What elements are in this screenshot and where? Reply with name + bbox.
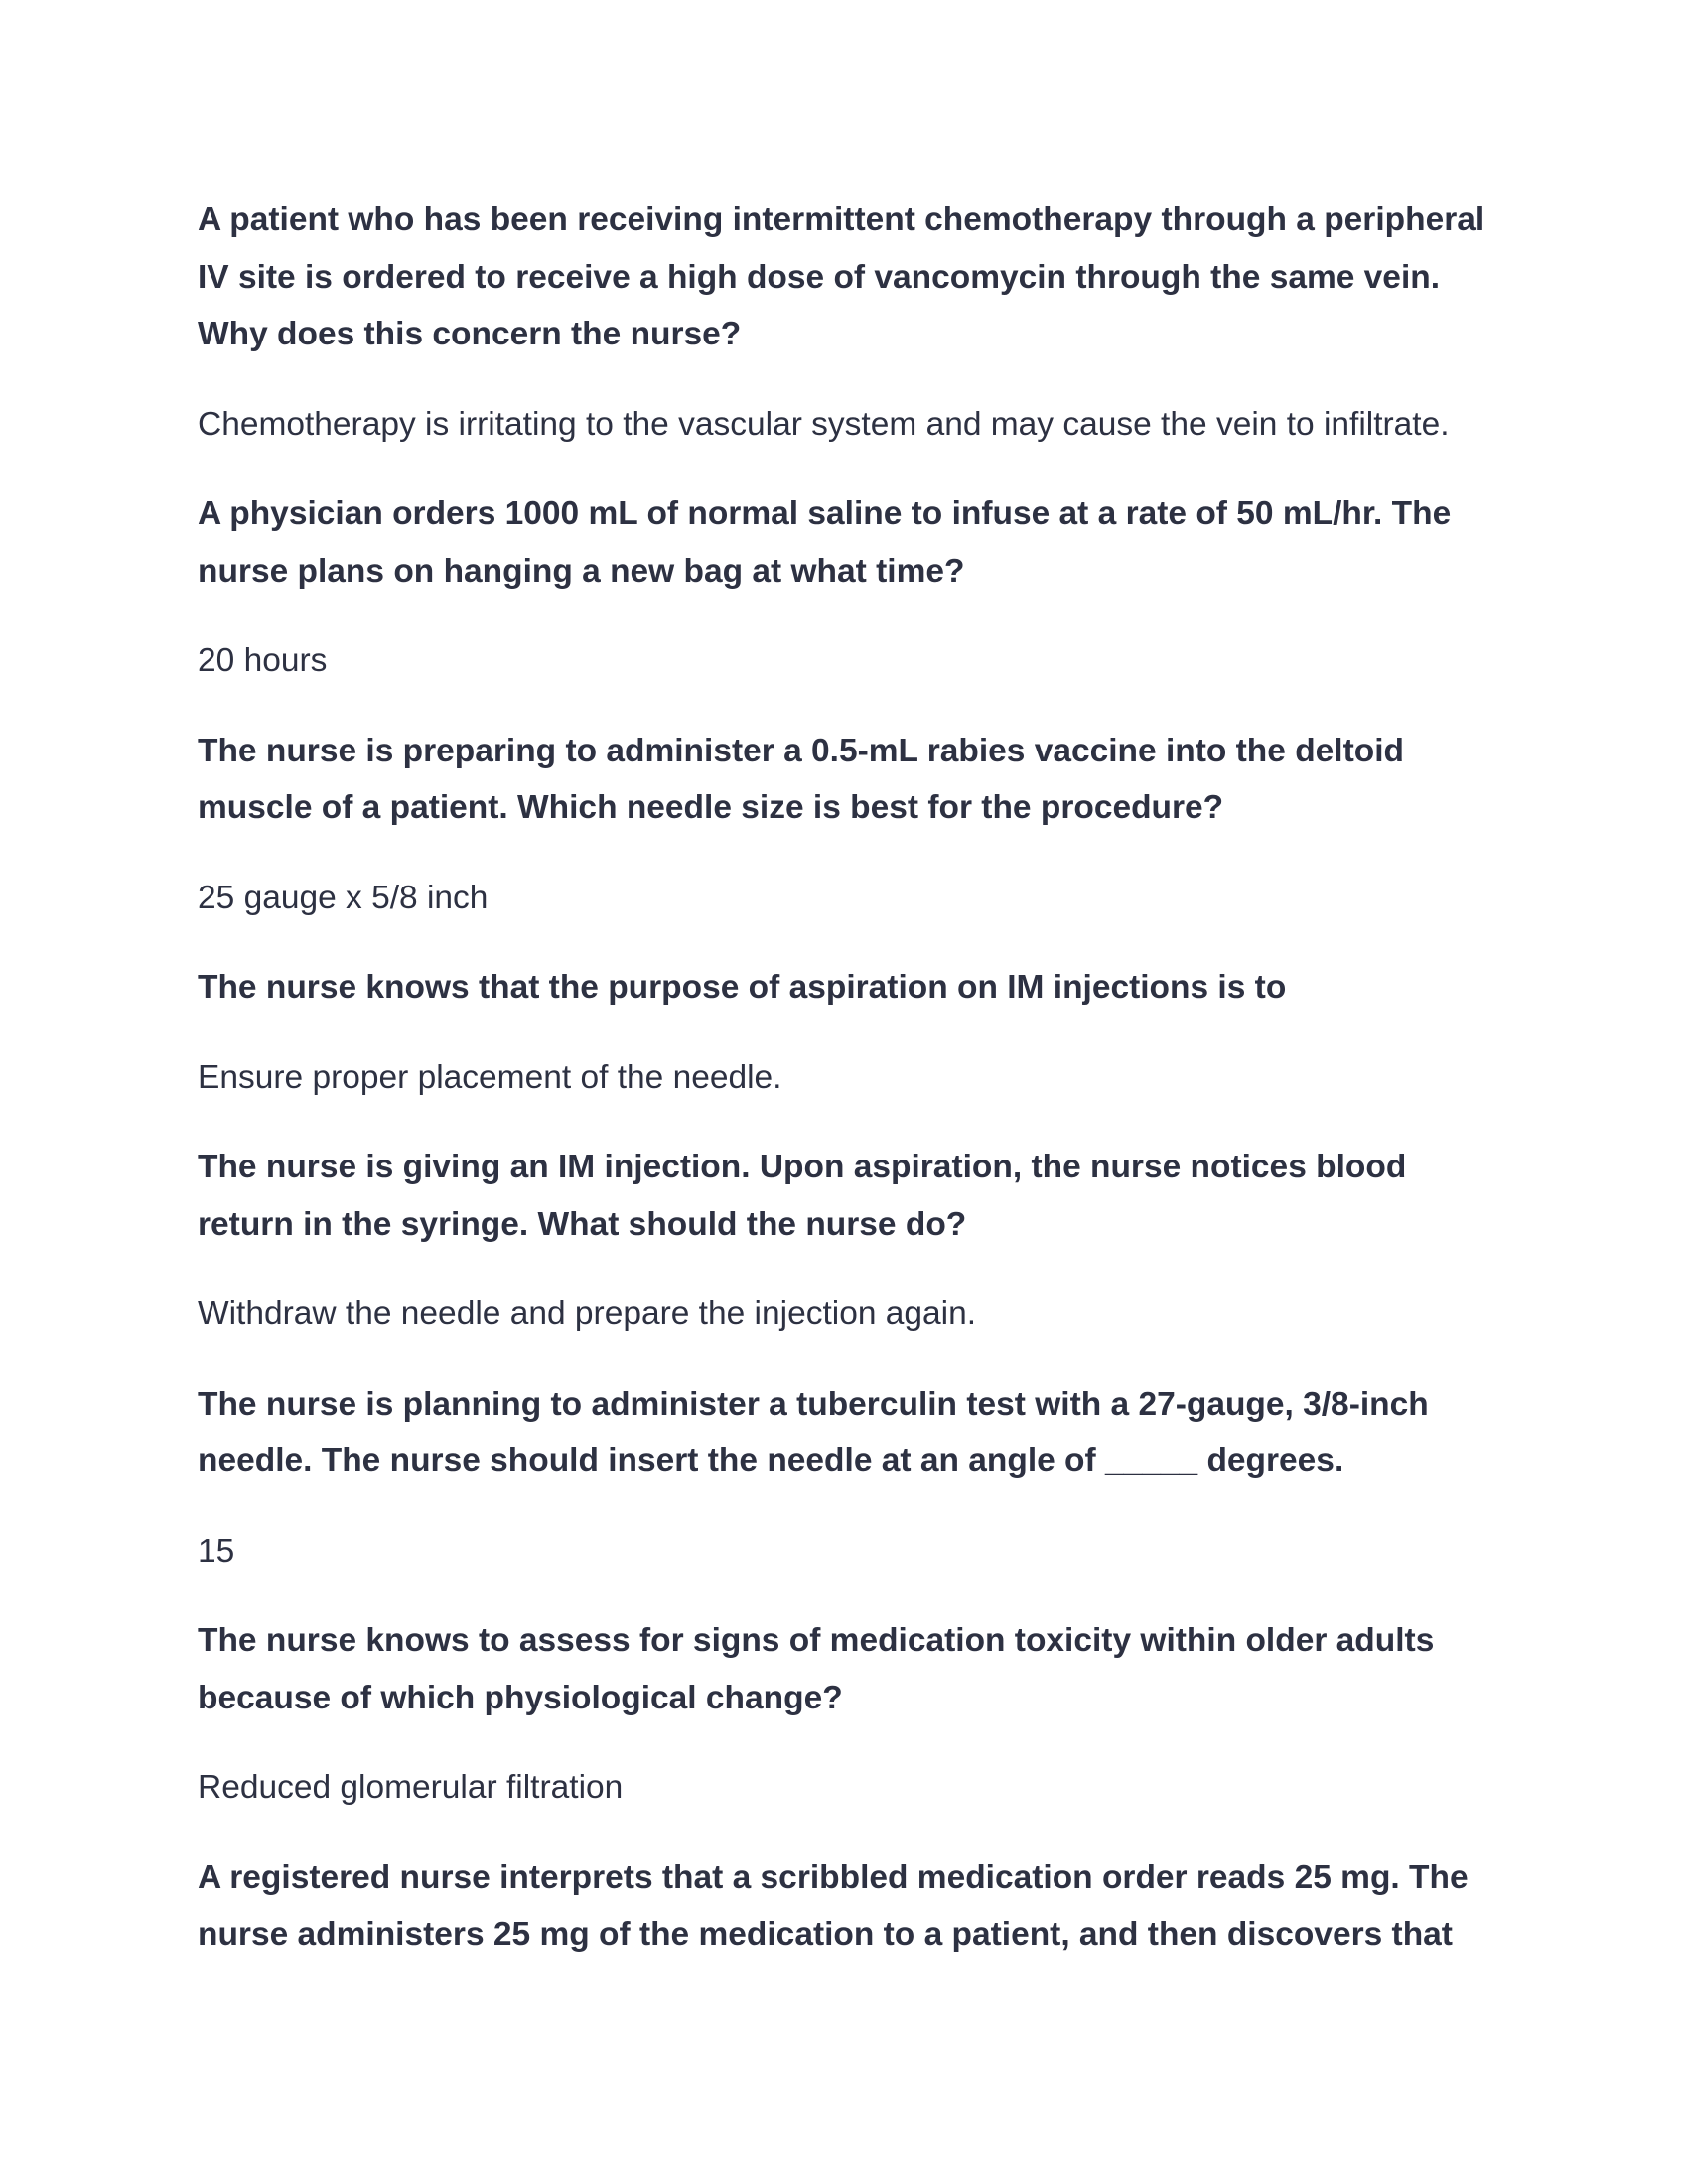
question-text: The nurse is planning to administer a tuberculin test with a 27-gauge, 3/8-inch needle. The nurse should insert the needle at an angle of _____ degrees. (198, 1385, 1429, 1479)
answer-text: Withdraw the needle and prepare the injection again. (198, 1296, 977, 1332)
answer-text: Reduced glomerular filtration (198, 1769, 624, 1806)
question-text: The nurse is preparing to administer a 0.5-mL rabies vaccine into the deltoid muscle of a patient. Which needle size is best for the procedure? (198, 732, 1404, 826)
answer-text: Ensure proper placement of the needle. (198, 1058, 782, 1096)
question-text: A patient who has been receiving intermittent chemotherapy through a peripheral IV site is ordered to receive a high dose of vancomycin through the same vein. Why does this concern the nurse? (198, 202, 1485, 352)
qa-item (198, 485, 1498, 690)
answer-text: 25 gauge x 5/8 inch (198, 879, 489, 916)
qa-item (198, 1139, 1498, 1343)
qa-item (198, 1849, 1498, 1964)
question-text: A physician orders 1000 mL of normal saline to infuse at a rate of 50 mL/hr. The nurse plans on hanging a new bag at what time? (198, 495, 1452, 590)
qa-item (198, 192, 1498, 453)
qa-item (198, 959, 1498, 1106)
qa-item (198, 1376, 1498, 1580)
question-text: The nurse is giving an IM injection. Upon aspiration, the nurse notices blood return in the syringe. What should the nurse do? (198, 1149, 1407, 1243)
question-text: A registered nurse interprets that a scribbled medication order reads 25 mg. The nurse administers 25 mg of the medication to a patient, and then discovers that (198, 1858, 1469, 1953)
answer-text: 20 hours (198, 642, 328, 679)
answer-text: 15 (198, 1532, 235, 1570)
qa-item (198, 723, 1498, 927)
question-text: The nurse knows that the purpose of aspiration on IM injections is to (198, 969, 1287, 1006)
answer-text: Chemotherapy is irritating to the vascular system and may cause the vein to infiltrate. (198, 405, 1450, 443)
qa-list (198, 192, 1498, 1964)
qa-item (198, 1612, 1498, 1817)
question-text: The nurse knows to assess for signs of medication toxicity within older adults because of which physiological change? (198, 1622, 1435, 1716)
